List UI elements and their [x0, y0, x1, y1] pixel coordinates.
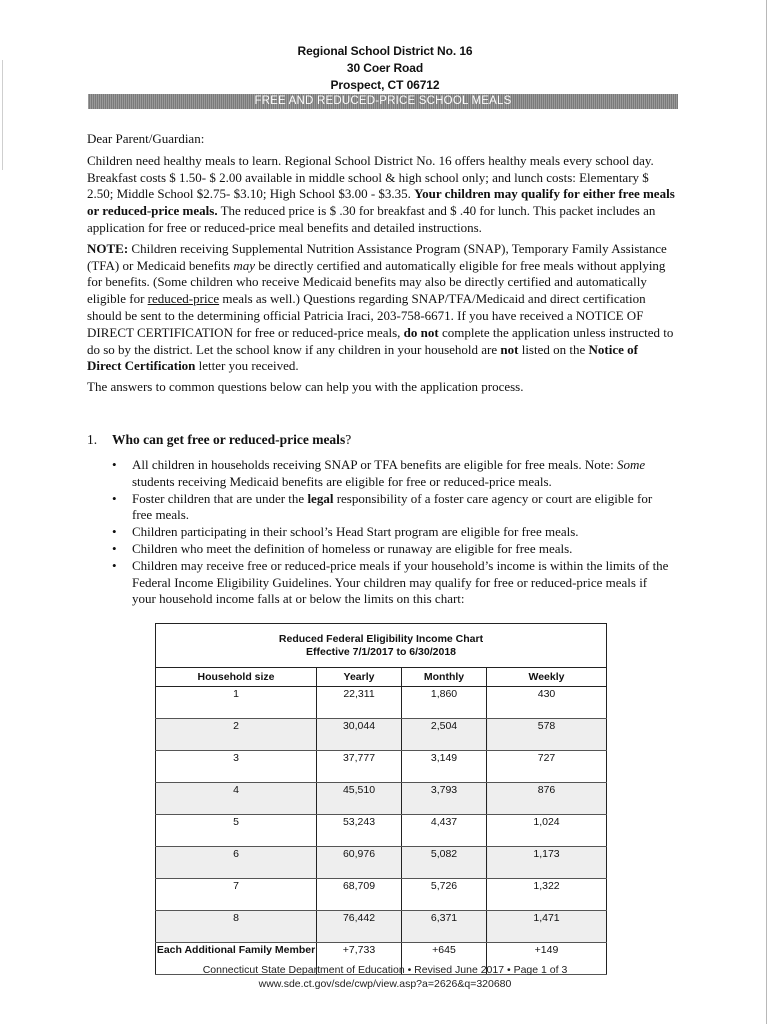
table-cell: 3,793 [402, 783, 487, 815]
table-row [156, 847, 607, 879]
letter-body [87, 131, 675, 396]
note-text-3: meals as well.) Questions regarding SNAP/TFA/Medicaid and direct certification should be sent to the determining official Patricia Iraci, 203-758-6671. If you have received a NOTICE OF DIRECT CERTIFICATION for free or reduced-price meals, [87, 291, 646, 340]
table-cell: 6,371 [402, 911, 487, 943]
table-cell: 1,322 [487, 879, 607, 911]
table-cell: Each Additional Family Member [156, 943, 317, 975]
table-row [156, 783, 607, 815]
bullet-legal: legal [307, 490, 334, 506]
bullet-text: Children who meet the definition of homeless or runaway are eligible for free meals. [132, 540, 573, 556]
table-row [156, 751, 607, 783]
note-text-5: listed on the [521, 341, 586, 357]
table-cell: 76,442 [317, 911, 402, 943]
table-cell: 876 [487, 783, 607, 815]
table-row [156, 879, 607, 911]
table-cell: 578 [487, 719, 607, 751]
table-cell: +7,733 [317, 943, 402, 975]
income-chart-table [155, 623, 607, 975]
table-row [156, 815, 607, 847]
district-city: Prospect, CT 06712 [330, 78, 440, 92]
list-item [112, 541, 672, 558]
table-cell: 2,504 [402, 719, 487, 751]
table-cell: 1,860 [402, 687, 487, 719]
bullet-icon: • [112, 524, 117, 540]
list-item [112, 491, 672, 525]
table-title-row [156, 624, 607, 668]
table-row [156, 719, 607, 751]
table-cell: 1,024 [487, 815, 607, 847]
note-not: not [500, 341, 519, 357]
question-mark: ? [345, 432, 352, 447]
table-cell: 4,437 [402, 815, 487, 847]
table-cell: 3,149 [402, 751, 487, 783]
bullet-text: All children in households receiving SNAP or TFA benefits are eligible for free meals. Note: [132, 457, 614, 472]
table-cell: 2 [156, 719, 317, 751]
intro-bold: Your children may qualify for either free meals or reduced-price meals. [87, 186, 675, 219]
table-row [156, 911, 607, 943]
footer-credit: Connecticut State Department of Education • Revised June 2017 • Page 1 of 3 [202, 964, 568, 976]
table-title: Reduced Federal Eligibility Income Chart [278, 632, 484, 645]
salutation: Dear Parent/Guardian: [87, 131, 205, 146]
table-cell: 4 [156, 783, 317, 815]
note-text-4: complete the application unless instructed to do so by the district. Let the school know if any children in your household are [87, 324, 674, 357]
note-text-6: letter you received. [198, 358, 299, 374]
table-cell: 8 [156, 911, 317, 943]
note-may: may [233, 257, 255, 273]
footer-url: www.sde.ct.gov/sde/cwp/view.asp?a=2626&q=320680 [258, 978, 512, 990]
table-header-row [156, 668, 607, 687]
note-label: NOTE: [87, 240, 129, 256]
table-subtitle: Effective 7/1/2017 to 6/30/2018 [305, 645, 456, 658]
note-text-2: be directly certified and automatically eligible for free meals without applying for benefits. (Some children who receive Medicaid benefits may also be directly certified and automatically eligible for [87, 257, 666, 307]
table-cell: 5 [156, 815, 317, 847]
table-body [156, 687, 607, 975]
paragraph-intro [87, 153, 675, 237]
question-1 [87, 432, 351, 448]
note-text: Children receiving Supplemental Nutrition Assistance Program (SNAP), Temporary Family Assistance (TFA) or Medicaid benefits [87, 240, 667, 273]
table-cell: 1,471 [487, 911, 607, 943]
bullet-icon: • [112, 457, 117, 472]
table-cell: 22,311 [317, 687, 402, 719]
table-cell: 727 [487, 751, 607, 783]
bullet-icon: • [112, 490, 117, 506]
question-number: 1. [87, 432, 98, 447]
table-cell: 5,726 [402, 879, 487, 911]
table-cell: 68,709 [317, 879, 402, 911]
eligibility-list [112, 457, 672, 608]
scan-edge-mark [2, 60, 3, 170]
title-banner: FREE AND REDUCED-PRICE SCHOOL MEALS [88, 94, 678, 109]
bullet-icon: • [112, 557, 117, 573]
table-cell: +149 [487, 943, 607, 975]
table-cell: 37,777 [317, 751, 402, 783]
district-name: Regional School District No. 16 [297, 44, 473, 58]
table-cell: 430 [487, 687, 607, 719]
table-row [156, 687, 607, 719]
table-cell: 45,510 [317, 783, 402, 815]
table-title-cell [156, 624, 607, 668]
table-cell: 5,082 [402, 847, 487, 879]
column-header: Yearly [317, 668, 402, 687]
intro-text: Children need healthy meals to learn. Regional School District No. 16 offers healthy meals every school day. Breakfast costs $ 1.50- $ 2.00 available in middle school & high school only; and lunch costs: Elementary $ 2.50; Middle School $2.75- $3.10; High School $3.00 - $3.35. [87, 152, 654, 202]
table-cell: 1 [156, 687, 317, 719]
list-item [112, 558, 672, 608]
bullet-text: Children participating in their school’s Head Start program are eligible for free meals. [132, 524, 579, 540]
note-do-not: do not [403, 324, 439, 340]
note-reduced-price: reduced-price [147, 291, 220, 307]
paragraph-note [87, 241, 675, 375]
bullet-some: Some [616, 457, 646, 472]
table-cell: 7 [156, 879, 317, 911]
table-cell: 60,976 [317, 847, 402, 879]
bullet-text-2: students receiving Medicaid benefits are eligible for free or reduced-price meals. [132, 473, 552, 489]
list-item [112, 524, 672, 541]
table-cell: 30,044 [317, 719, 402, 751]
bullet-text: Children may receive free or reduced-price meals if your household’s income is within the limits of the Federal Income Eligibility Guidelines. Your children may qualify for free or reduced-price meals if your household income falls at or below the limits on this chart: [132, 557, 669, 607]
bullet-text: Foster children that are under the [132, 490, 305, 506]
table-cell: +645 [402, 943, 487, 975]
column-header: Monthly [402, 668, 487, 687]
table-cell: 1,173 [487, 847, 607, 879]
bullet-text-2: responsibility of a foster care agency or court are eligible for free meals. [132, 490, 653, 523]
intro-text-end: The reduced price is $ .30 for breakfast and $ .40 for lunch. This packet includes an application for free or reduced-price meal benefits and detailed instructions. [87, 203, 656, 235]
column-header: Household size [156, 668, 317, 687]
table-cell: 3 [156, 751, 317, 783]
bullet-icon: • [112, 540, 117, 556]
column-header: Weekly [487, 668, 607, 687]
answers-line: The answers to common questions below can help you with the application process. [87, 379, 524, 395]
note-notice-title: Notice of Direct Certification [87, 341, 638, 374]
district-street: 30 Coer Road [346, 61, 424, 75]
table-cell: 53,243 [317, 815, 402, 847]
list-item [112, 457, 672, 491]
question-text: Who can get free or reduced-price meals [112, 432, 346, 447]
scan-edge-line [766, 0, 767, 1024]
table-cell: 6 [156, 847, 317, 879]
